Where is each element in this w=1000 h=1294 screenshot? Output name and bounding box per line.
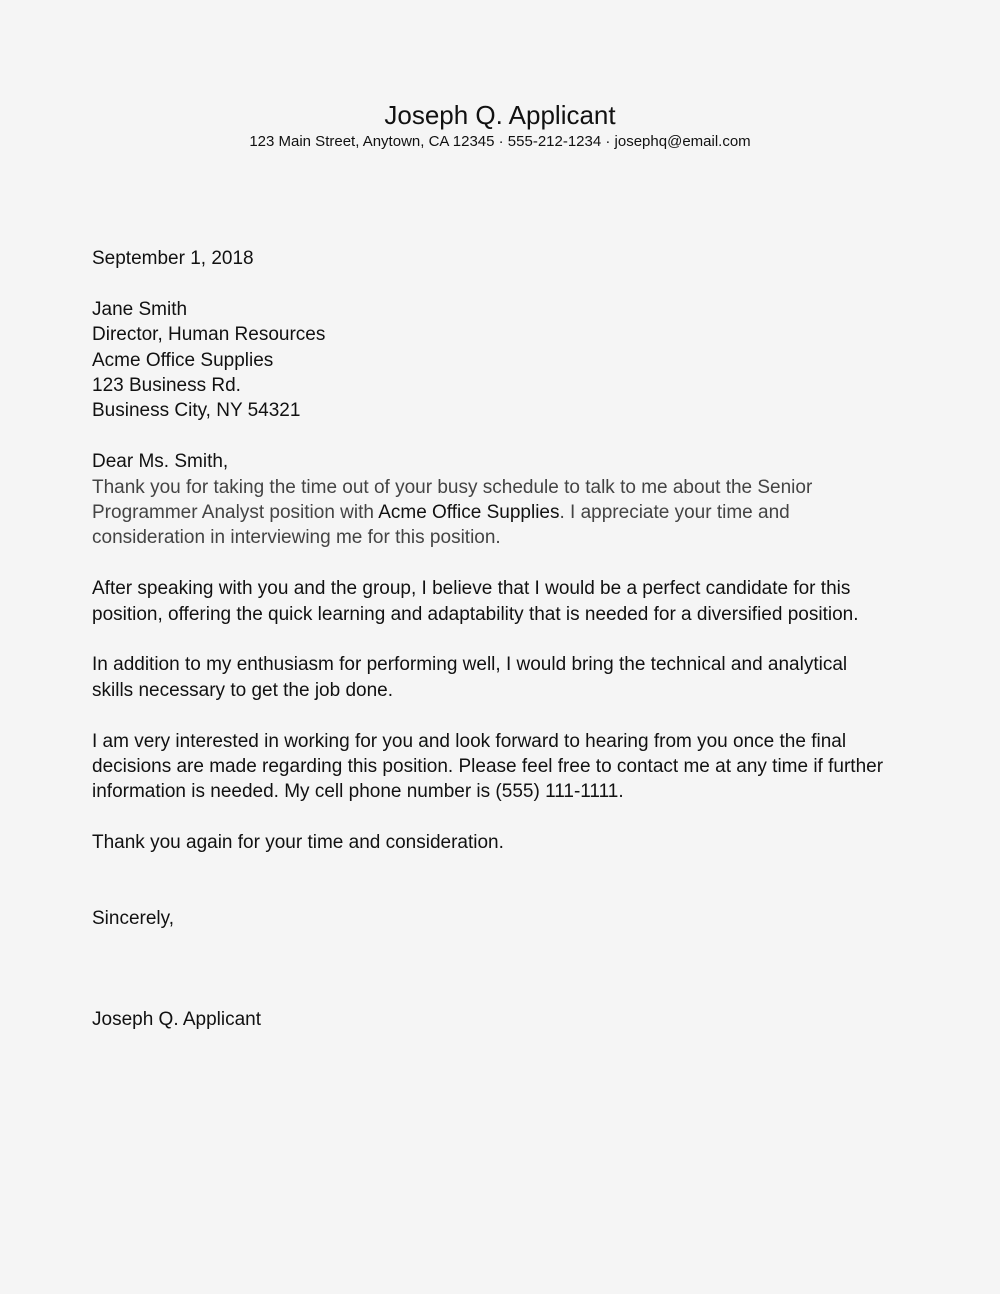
- letter-body: [92, 246, 912, 1032]
- paragraph-line: Thank you for taking the time out of your busy schedule to talk to me about the Senior: [92, 476, 813, 498]
- paragraph-line: information is needed. My cell phone number is (555) 111-1111.: [92, 781, 624, 803]
- signature-name: Joseph Q. Applicant: [92, 1009, 261, 1031]
- paragraph-line: consideration in interviewing me for this position.: [92, 527, 501, 549]
- paragraph-line: I am very interested in working for you and look forward to hearing from you once the final: [92, 730, 847, 752]
- recipient-block: [92, 297, 912, 424]
- company-name-inline: Acme Office Supplies: [378, 502, 560, 524]
- paragraph-line: skills necessary to get the job done.: [92, 679, 394, 701]
- recipient-name: Jane Smith: [92, 298, 188, 320]
- paragraph-1: [92, 475, 912, 551]
- salutation: Dear Ms. Smith,: [92, 451, 229, 473]
- sender-contact-info: 123 Main Street, Anytown, CA 12345 · 555-212-1234 · josephq@email.com: [249, 133, 751, 150]
- paragraph-line: After speaking with you and the group, I believe that I would be a perfect candidate for this: [92, 578, 851, 600]
- paragraph-2: [92, 576, 912, 627]
- letter-header: [0, 98, 1000, 152]
- closing: Sincerely,: [92, 907, 175, 929]
- letter-date: September 1, 2018: [92, 248, 254, 269]
- paragraph-text: Programmer Analyst position with: [92, 502, 379, 524]
- sender-name: Joseph Q. Applicant: [384, 100, 616, 130]
- recipient-city: Business City, NY 54321: [92, 400, 301, 422]
- paragraph-line: [92, 500, 912, 525]
- paragraph-3: [92, 652, 912, 703]
- recipient-title: Director, Human Resources: [92, 324, 326, 346]
- paragraph-4: [92, 729, 912, 805]
- paragraph-line: decisions are made regarding this position. Please feel free to contact me at any time if further: [92, 756, 884, 778]
- paragraph-5: Thank you again for your time and consideration.: [92, 832, 504, 854]
- recipient-street: 123 Business Rd.: [92, 375, 241, 397]
- paragraph-line: In addition to my enthusiasm for performing well, I would bring the technical and analytical: [92, 654, 848, 676]
- paragraph-text: . I appreciate your time and: [559, 502, 790, 524]
- paragraph-line: position, offering the quick learning and adaptability that is needed for a diversified position.: [92, 603, 859, 625]
- recipient-company: Acme Office Supplies: [92, 349, 274, 371]
